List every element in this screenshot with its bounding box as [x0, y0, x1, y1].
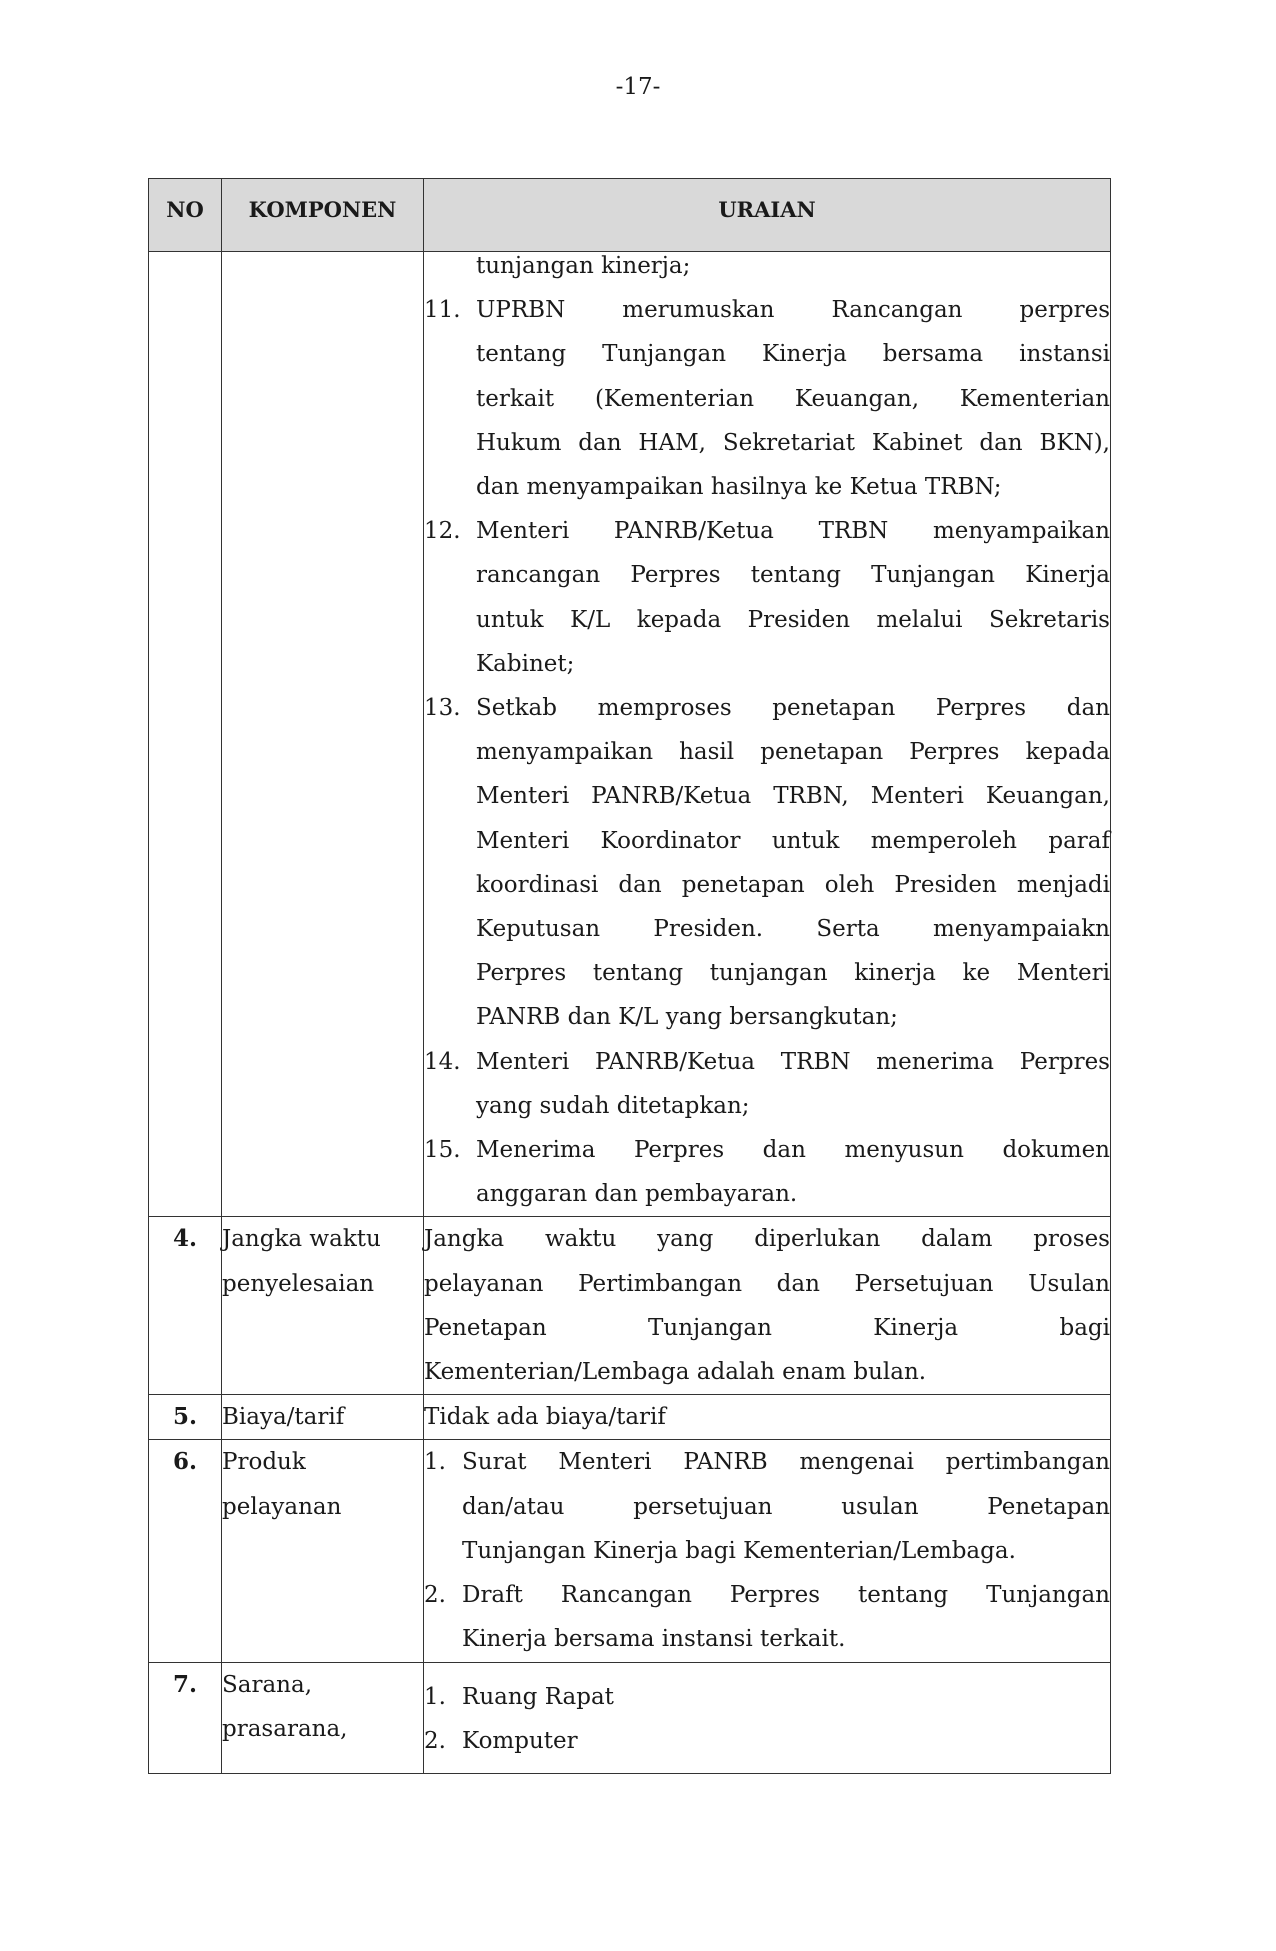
row4-uraian	[424, 1217, 1111, 1395]
list-line: yang sudah ditetapkan;	[476, 1092, 750, 1119]
list-number: 14.	[424, 1048, 461, 1075]
row6-komponen	[222, 1440, 424, 1662]
list-number: 11.	[424, 297, 461, 324]
row7-komponen	[222, 1662, 424, 1773]
row4-no: 4.	[149, 1217, 222, 1395]
header-no: NO	[149, 179, 222, 252]
row3-no	[149, 252, 222, 1217]
list-line: dan/atau persetujuan usulan Penetapan	[462, 1493, 1110, 1520]
page-number: -17-	[615, 74, 661, 100]
row5-no: 5.	[149, 1395, 222, 1440]
list-number: 12.	[424, 518, 461, 545]
list-line: menyampaikan hasil penetapan Perpres kepada	[476, 739, 1110, 766]
list-line: anggaran dan pembayaran.	[476, 1181, 798, 1208]
list-line: Menteri PANRB/Ketua TRBN menerima Perpres	[476, 1048, 1110, 1075]
list-line: dan menyampaikan hasilnya ke Ketua TRBN;	[476, 474, 1002, 501]
service-standard-table	[148, 178, 1111, 1774]
row4-komponen	[222, 1217, 424, 1395]
list-item-15	[424, 1128, 1110, 1216]
list-line: Menteri Koordinator untuk memperoleh paraf	[476, 827, 1110, 854]
komponen-line: Sarana,	[222, 1671, 313, 1698]
row6-uraian	[424, 1440, 1111, 1662]
row7-no: 7.	[149, 1662, 222, 1773]
list-number: 13.	[424, 695, 461, 722]
list-line: Tunjangan Kinerja bagi Kementerian/Lembaga.	[462, 1537, 1016, 1564]
uraian-line: pelayanan Pertimbangan dan Persetujuan Usulan	[424, 1270, 1110, 1297]
list-item-12	[424, 509, 1110, 686]
list-line: Menteri PANRB/Ketua TRBN, Menteri Keuangan,	[476, 783, 1110, 810]
table-row-6	[149, 1440, 1111, 1662]
komponen-line: Produk	[222, 1449, 306, 1476]
table-row-7	[149, 1662, 1111, 1773]
list-line: koordinasi dan penetapan oleh Presiden menjadi	[476, 871, 1110, 898]
list-item-2	[424, 1573, 1110, 1661]
list-item-1	[424, 1440, 1110, 1573]
row5-komponen: Biaya/tarif	[222, 1395, 424, 1440]
row5-uraian: Tidak ada biaya/tarif	[424, 1395, 1111, 1440]
komponen-line: Jangka waktu	[222, 1226, 381, 1253]
list-line: Hukum dan HAM, Sekretariat Kabinet dan BKN),	[476, 429, 1110, 456]
list-line: rancangan Perpres tentang Tunjangan Kinerja	[476, 562, 1110, 589]
list-line: terkait (Kementerian Keuangan, Kementerian	[476, 385, 1110, 412]
list-line: Menerima Perpres dan menyusun dokumen	[476, 1137, 1110, 1164]
list-text: Komputer	[462, 1727, 578, 1754]
row3-uraian	[424, 252, 1111, 1217]
list-item-13	[424, 686, 1110, 1040]
uraian-line: Jangka waktu yang diperlukan dalam proses	[424, 1226, 1110, 1253]
row6-no: 6.	[149, 1440, 222, 1662]
list-line: Surat Menteri PANRB mengenai pertimbangan	[462, 1449, 1110, 1476]
list-line: untuk K/L kepada Presiden melalui Sekretaris	[476, 606, 1110, 633]
list-item-14	[424, 1040, 1110, 1128]
list-line: Keputusan Presiden. Serta menyampaiakn	[476, 916, 1110, 943]
list-number: 2.	[424, 1727, 446, 1754]
row3-komponen	[222, 252, 424, 1217]
list-line: Kinerja bersama instansi terkait.	[462, 1626, 846, 1653]
list-line: Kabinet;	[476, 650, 575, 677]
list-item-11	[424, 288, 1110, 509]
uraian-line: Penetapan Tunjangan Kinerja bagi	[424, 1314, 1110, 1341]
list-line: Perpres tentang tunjangan kinerja ke Menteri	[476, 960, 1110, 987]
list-line: Draft Rancangan Perpres tentang Tunjangan	[462, 1582, 1110, 1609]
list-number: 1.	[424, 1683, 446, 1710]
header-uraian: URAIAN	[424, 179, 1111, 252]
komponen-line: penyelesaian	[222, 1270, 375, 1297]
uraian-line: Kementerian/Lembaga adalah enam bulan.	[424, 1359, 927, 1386]
komponen-line: prasarana,	[222, 1715, 348, 1742]
table-row-3-continued	[149, 252, 1111, 1217]
list-line: UPRBN merumuskan Rancangan perpres	[476, 297, 1110, 324]
list-line: Menteri PANRB/Ketua TRBN menyampaikan	[476, 518, 1110, 545]
list-line: Setkab memproses penetapan Perpres dan	[476, 695, 1110, 722]
list-item-1	[424, 1675, 1110, 1719]
list-item-2	[424, 1719, 1110, 1763]
list-line: tentang Tunjangan Kinerja bersama instansi	[476, 341, 1110, 368]
table-row-4	[149, 1217, 1111, 1395]
header-komponen: KOMPONEN	[222, 179, 424, 252]
row7-uraian	[424, 1662, 1111, 1773]
table-header-row	[149, 179, 1111, 252]
list-number: 15.	[424, 1137, 461, 1164]
komponen-line: pelayanan	[222, 1493, 342, 1520]
list-number: 2.	[424, 1582, 446, 1609]
table-row-5	[149, 1395, 1111, 1440]
list-text: Ruang Rapat	[462, 1683, 614, 1710]
list-line: PANRB dan K/L yang bersangkutan;	[476, 1004, 898, 1031]
continuation-text: tunjangan kinerja;	[476, 253, 691, 279]
list-number: 1.	[424, 1449, 446, 1476]
